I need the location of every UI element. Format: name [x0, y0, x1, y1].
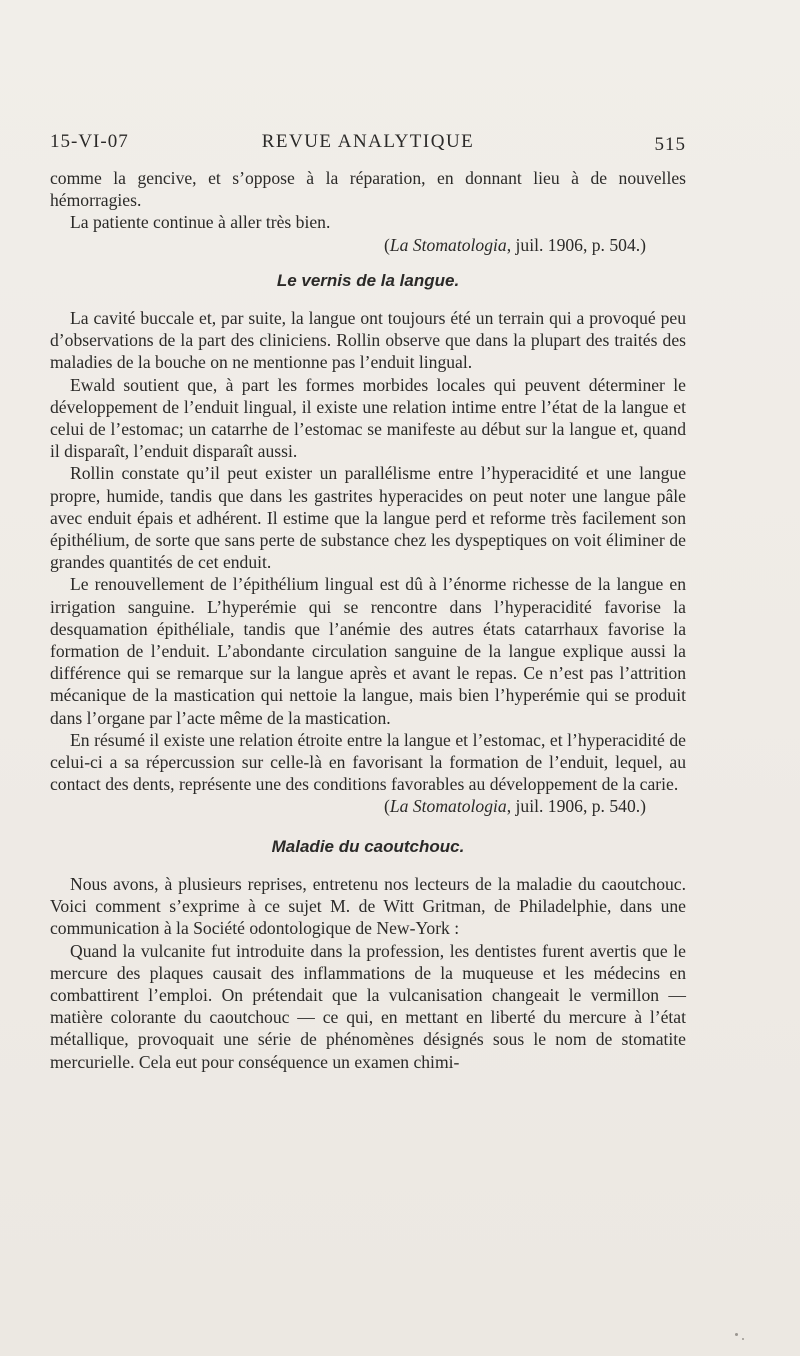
citation-source: La Stomatologia	[389, 234, 507, 255]
scan-speck	[735, 1333, 738, 1336]
paragraph: Ewald soutient que, à part les formes morbides locales qui peuvent déterminer le développement de l’enduit lingual, il existe une relation intime entre l’état de la langue et celui de l’estomac; un catarrhe de l’estomac se manifeste au début sur la langue et, quand il disparaît, l’enduit disparaît aussi.	[50, 374, 686, 462]
citation: (La Stomatologia, juil. 1906, p. 540.)	[384, 796, 646, 817]
section-title: Le vernis de la langue.	[276, 270, 460, 290]
paragraph: En résumé il existe une relation étroite entre la langue et l’estomac, et l’hyperacidité de celui-ci a sa répercussion sur celle-là en favorisant la formation de l’enduit, lequel, au contact des dents, représente une des conditions favorables au développement de la carie.	[50, 729, 686, 795]
running-header	[50, 131, 686, 161]
paragraph: Quand la vulcanite fut introduite dans la profession, les dentistes furent avertis que le mercure des plaques causait des inflammations de la muqueuse et les médecins en combattirent l’emploi. On prétendait que la vulcanisation changeait le vermillon — matière colorante du caoutchouc — ce qui, en mettant en liberté du mercure à l’état métallique, provoquait une série de phénomènes désignés sous le nom de stomatite mercurielle. Cela eut pour conséquence un examen chimi-	[50, 940, 686, 1072]
paragraph: La patiente continue à aller très bien.	[70, 212, 331, 233]
paragraph: comme la gencive, et s’oppose à la réparation, en donnant lieu à de nouvelles hémorragies.	[50, 168, 686, 211]
paragraph: La cavité buccale et, par suite, la langue ont toujours été un terrain qui a provoqué peu d’observations de la part des cliniciens. Rollin observe que dans la plupart des traités des maladies de la bouche on ne mentionne pas l’enduit lingual.	[50, 308, 686, 373]
citation: (La Stomatologia, juil. 1906, p. 504.)	[384, 234, 646, 255]
section-title: Maladie du caoutchouc.	[271, 836, 465, 856]
scan-speck	[742, 1338, 744, 1340]
citation-details: , juil. 1906, p. 540.)	[506, 796, 646, 817]
citation-source: La Stomatologia	[389, 796, 507, 817]
page-body	[50, 167, 686, 1073]
page-date: 15-VI-07	[50, 131, 129, 152]
paragraph: Le renouvellement de l’épithélium lingual est dû à l’énorme richesse de la langue en irrigation sanguine. L’hyperémie qui se rencontre dans l’hyperacidité favorise la desquamation épithéliale, tandis que l’anémie des autres états catarrhaux favorise la formation de l’enduit. L’abondante circulation sanguine de la langue explique aussi la différence qui se remarque sur la langue après et avant le repas. Ce n’est pas l’attrition mécanique de la mastication qui nettoie la langue, mais bien l’hyperémie qui se produit dans l’organe par l’acte même de la mastication.	[50, 574, 686, 728]
running-title: REVUE ANALYTIQUE	[261, 131, 475, 152]
page-number: 515	[654, 134, 686, 155]
citation-details: , juil. 1906, p. 504.)	[506, 234, 646, 255]
paragraph: Nous avons, à plusieurs reprises, entretenu nos lecteurs de la maladie du caoutchouc. Voici comment s’exprime à ce sujet M. de Witt Gritman, de Philadelphie, dans une communication à la Société odontologique de New-York :	[50, 873, 686, 939]
paragraph: Rollin constate qu’il peut exister un parallélisme entre l’hyperacidité et une langue propre, humide, tandis que dans les gastrites hyperacides on peut noter une langue pâle avec enduit épais et adhérent. Il estime que la langue perd et reforme très facilement son épithélium, de sorte que sans perte de substance chez les dyspeptiques on voit éliminer de grandes quantités de cet enduit.	[50, 463, 686, 573]
